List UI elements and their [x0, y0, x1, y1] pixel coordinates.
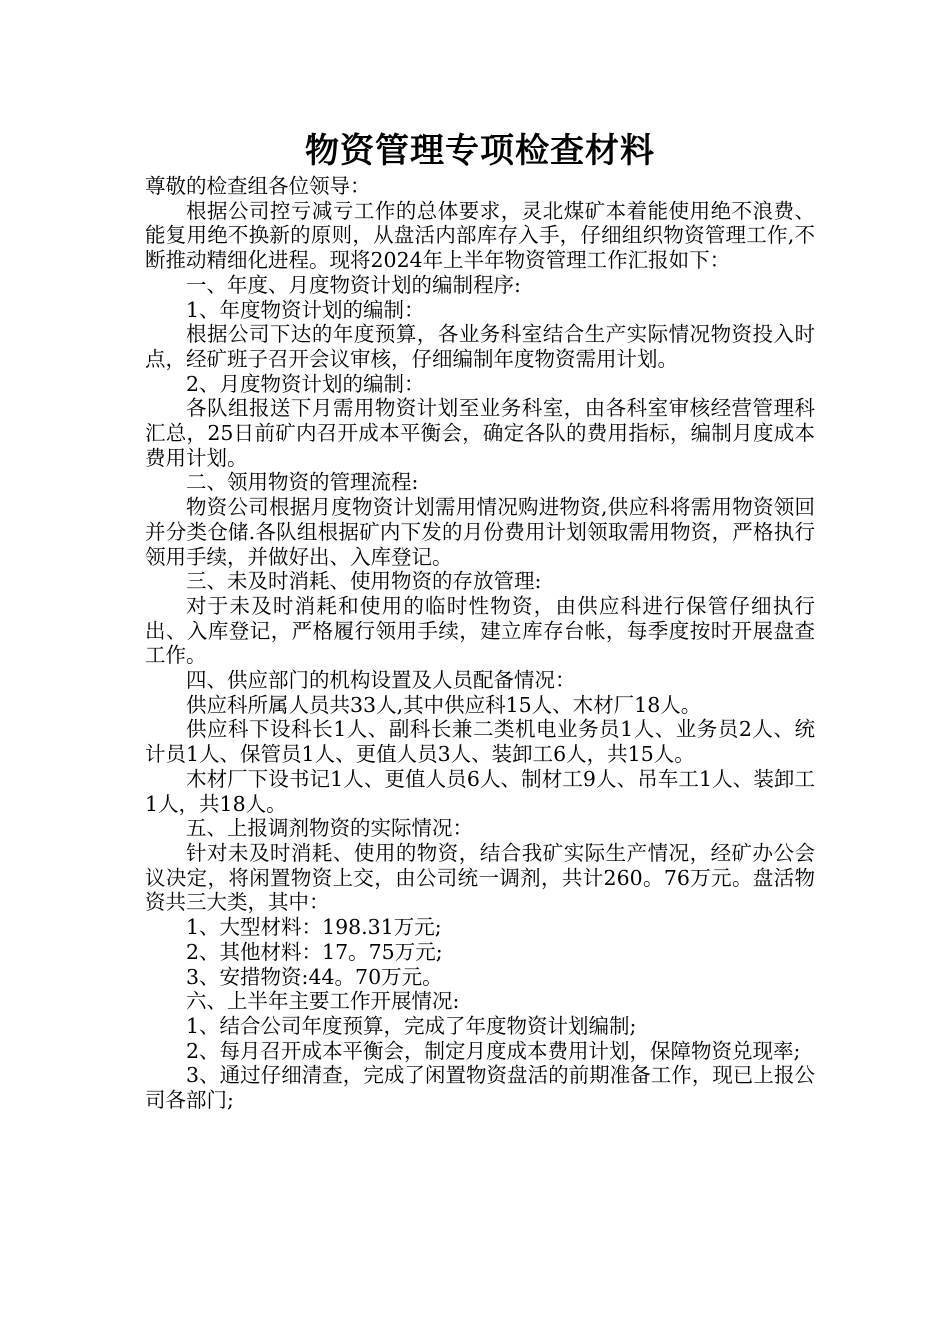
paragraph-staff-total: 供应科所属人员共33人,其中供应科15人、木材厂18人。: [186, 692, 702, 717]
list-item: 3、通过仔细清查，完成了闲置物资盘活的前期准备工作，现已上报公司各部门;: [145, 1063, 815, 1113]
subheading-monthly-plan: 2、月度物资计划的编制：: [186, 371, 425, 396]
paragraph-reallocation: 针对未及时消耗、使用的物资，结合我矿实际生产情况，经矿办公会议决定，将闲置物资上交，由公司统一调剂，共计260。76万元。盘活物资共三大类，其中：: [145, 840, 815, 915]
paragraph-annual-plan: 根据公司下达的年度预算，各业务科室结合生产实际情况物资投入时点，经矿班子召开会议审核，仔细编制年度物资需用计划。: [145, 322, 815, 371]
document-title: 物资管理专项检查材料: [305, 131, 655, 171]
paragraph-lumber-staff: 木材厂下设书记1人、更值人员6人、制材工9人、吊车工1人、装卸工1人，共18人。: [145, 766, 815, 816]
paragraph-requisition-flow: 物资公司根据月度物资计划需用情况购进物资,供应科将需用物资领回并分类仓储.各队组根据矿内下发的月份费用计划领取需用物资，严格执行领用手续，并做好出、入库登记。: [145, 495, 815, 569]
list-item: 2、每月召开成本平衡会，制定月度成本费用计划，保障物资兑现率;: [186, 1038, 801, 1063]
section-heading-5: 五、上报调剂物资的实际情况：: [186, 816, 473, 841]
section-heading-4: 四、供应部门的机构设置及人员配备情况：: [186, 668, 576, 693]
document-body: [145, 174, 815, 1113]
list-item: 1、大型材料：198.31万元;: [186, 915, 442, 940]
list-item: 1、结合公司年度预算，完成了年度物资计划编制;: [186, 1013, 637, 1038]
section-heading-6: 六、上半年主要工作开展情况:: [186, 989, 460, 1014]
section-heading-2: 二、领用物资的管理流程:: [186, 470, 419, 495]
document-page: [145, 128, 815, 1113]
subheading-annual-plan: 1、年度物资计划的编制：: [186, 297, 425, 322]
paragraph-supply-staff: 供应科下设科长1人、副科长兼二类机电业务员1人、业务员2人、统计员1人、保管员1人、更值人员3人、装卸工6人，共15人。: [145, 717, 815, 767]
salutation: 尊敬的检查组各位领导：: [145, 174, 371, 198]
list-item: 3、安措物资:44。70万元。: [186, 964, 443, 989]
intro-paragraph: 根据公司控亏减亏工作的总体要求，灵北煤矿本着能使用绝不浪费、能复用绝不换新的原则，从盘活内部库存入手，仔细组织物资管理工作,不断推动精细化进程。现将2024年上半年物资管理工作汇报如下：: [145, 198, 815, 273]
paragraph-monthly-plan: 各队组报送下月需用物资计划至业务科室，由各科室审核经营管理科汇总，25日前矿内召开成本平衡会，确定各队的费用指标，编制月度成本费用计划。: [145, 396, 815, 470]
list-item: 2、其他材料：17。75万元;: [186, 939, 443, 964]
section-heading-1: 一、年度、月度物资计划的编制程序:: [186, 272, 521, 297]
paragraph-storage: 对于未及时消耗和使用的临时性物资，由供应科进行保管仔细执行出、入库登记，严格履行领用手续，建立库存台帐，每季度按时开展盘查工作。: [145, 593, 815, 668]
section-heading-3: 三、未及时消耗、使用物资的存放管理:: [186, 569, 542, 594]
